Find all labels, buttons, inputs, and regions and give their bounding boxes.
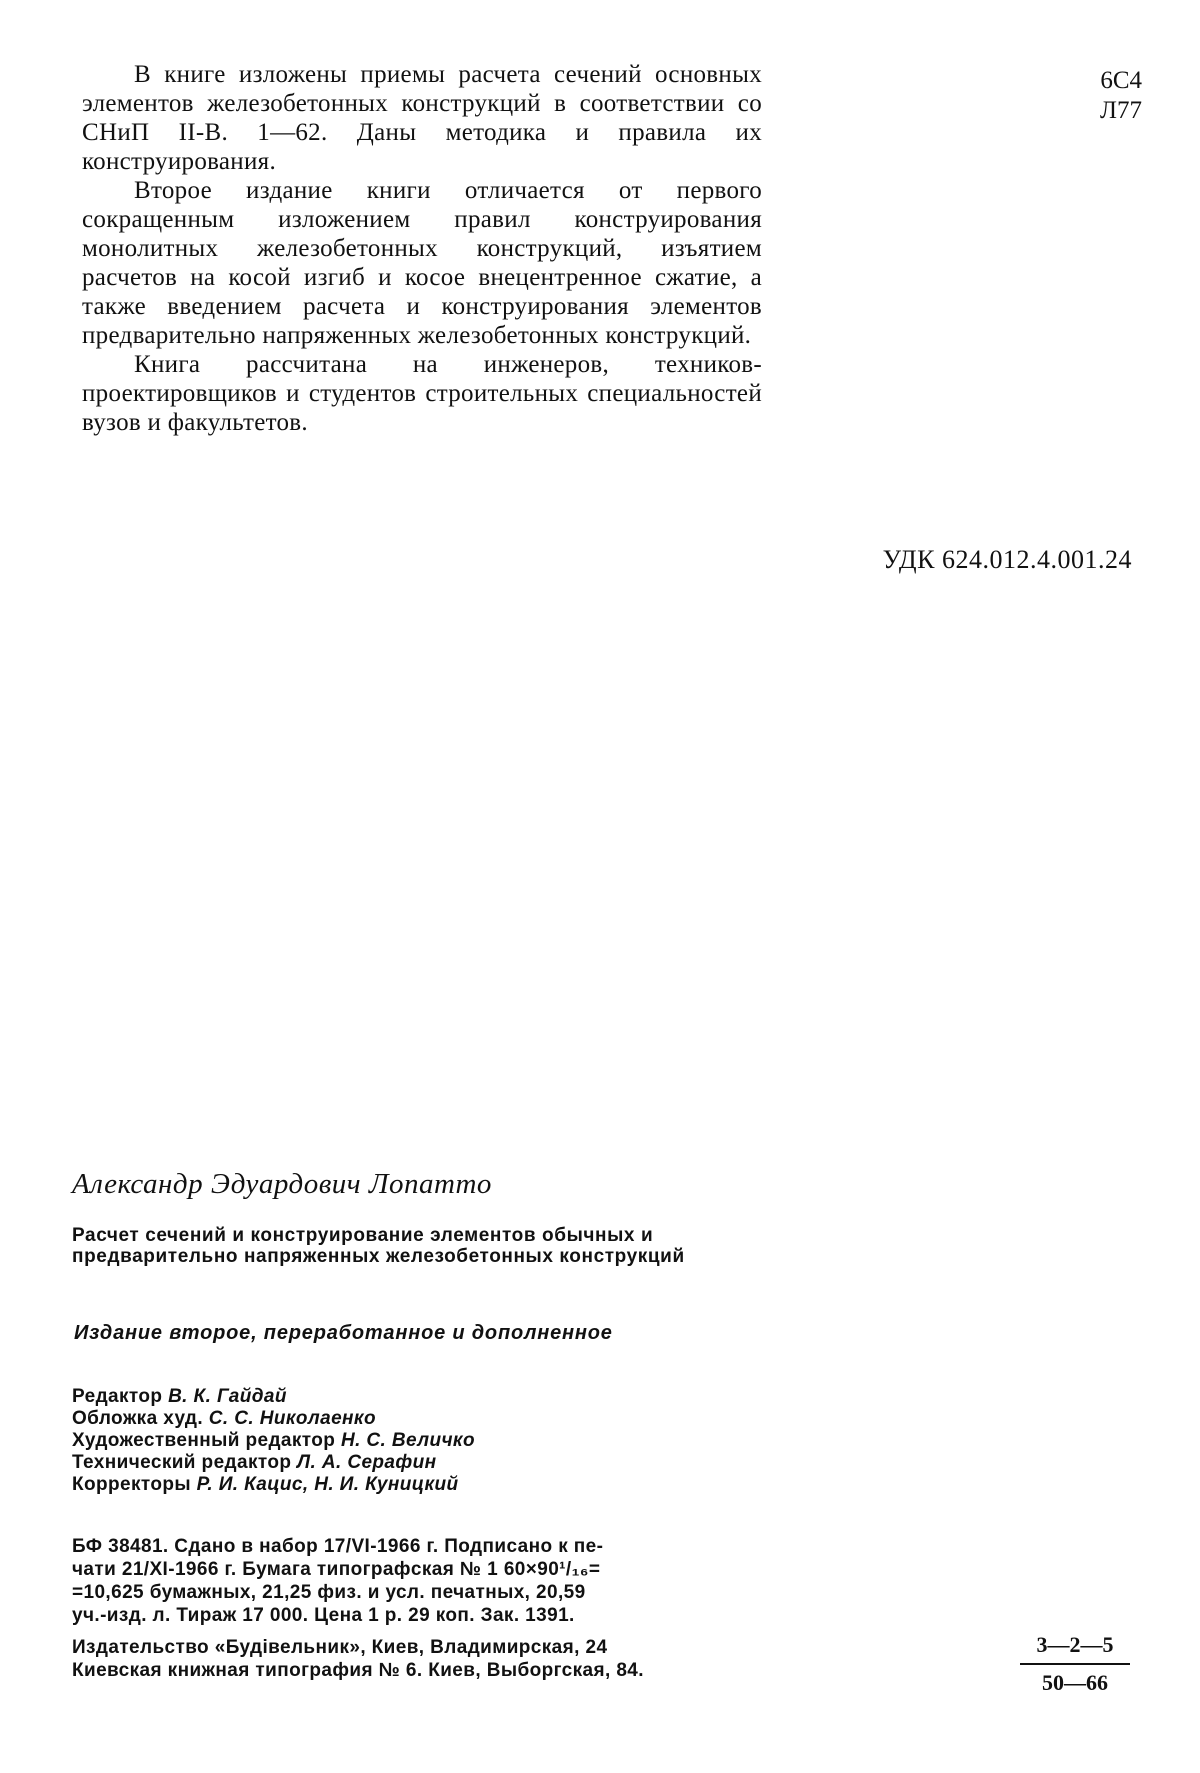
credit-name: Р. И. Кацис, Н. И. Куницкий [196,1474,459,1495]
credit-row [72,1386,475,1408]
credit-role: Обложка худ. [72,1408,204,1429]
udk-code: УДК 624.012.4.001.24 [882,545,1132,574]
credit-name: С. С. Николаенко [208,1408,376,1429]
credit-role: Корректоры [72,1474,191,1495]
credit-name: Л. А. Серафин [297,1452,437,1473]
printing-line: БФ 38481. Сдано в набор 17/VI-1966 г. Подписано к пе- [72,1536,604,1557]
credit-row [72,1474,475,1496]
classification-code-2: Л77 [1100,97,1142,124]
catalog-code [1020,1630,1130,1698]
credit-role: Редактор [72,1386,163,1407]
printer-line: Киевская книжная типография № 6. Киев, Выборгская, 84. [72,1660,644,1681]
author-name: Александр Эдуардович Лопатто [72,1168,492,1200]
credit-row [72,1452,475,1474]
credit-name: Н. С. Величко [340,1430,475,1451]
printing-details [72,1535,742,1627]
credits-list [72,1386,475,1496]
abstract-paragraph: Второе издание книги отличается от первого сокращенным изложением правил конструирования монолитных железобетонных конструкций, изъятием расчетов на косой изгиб и косое внецентренное сжатие, а также введением расчета и конструирования элементов предварительно напряженных железобетонных конструкций. [82,177,762,349]
edition-note: Издание второе, переработанное и дополненное [74,1322,613,1344]
catalog-code-numerator: 3—2—5 [1036,1632,1114,1657]
printing-line: чати 21/XI-1966 г. Бумага типографская № 1 60×90¹/₁₆= [72,1559,601,1580]
publisher-line: Издательство «Будівельник», Киев, Владимирская, 24 [72,1637,608,1658]
catalog-code-denominator: 50—66 [1042,1670,1108,1695]
book-abstract [82,60,762,437]
credit-row [72,1408,475,1430]
library-classification [1100,66,1142,126]
printing-line: =10,625 бумажных, 21,25 физ. и усл. печатных, 20,59 [72,1582,586,1603]
publisher-info [72,1636,644,1682]
fraction-bar [1020,1663,1130,1665]
credit-name: В. К. Гайдай [168,1386,287,1407]
classification-code-1: 6С4 [1100,67,1142,94]
book-title: Расчет сечений и конструирование элементов обычных и предварительно напряженных железобетонных конструкций [72,1225,685,1267]
printing-line: уч.-изд. л. Тираж 17 000. Цена 1 р. 29 коп. Зак. 1391. [72,1605,575,1626]
abstract-paragraph: Книга рассчитана на инженеров, техников-проектировщиков и студентов строительных специальностей вузов и факультетов. [82,351,762,436]
credit-role: Технический редактор [72,1452,292,1473]
credit-role: Художественный редактор [72,1430,336,1451]
credit-row [72,1430,475,1452]
abstract-paragraph: В книге изложены приемы расчета сечений основных элементов железобетонных конструкций в соответствии со СНиП II-В. 1—62. Даны методика и правила их конструирования. [82,61,762,175]
